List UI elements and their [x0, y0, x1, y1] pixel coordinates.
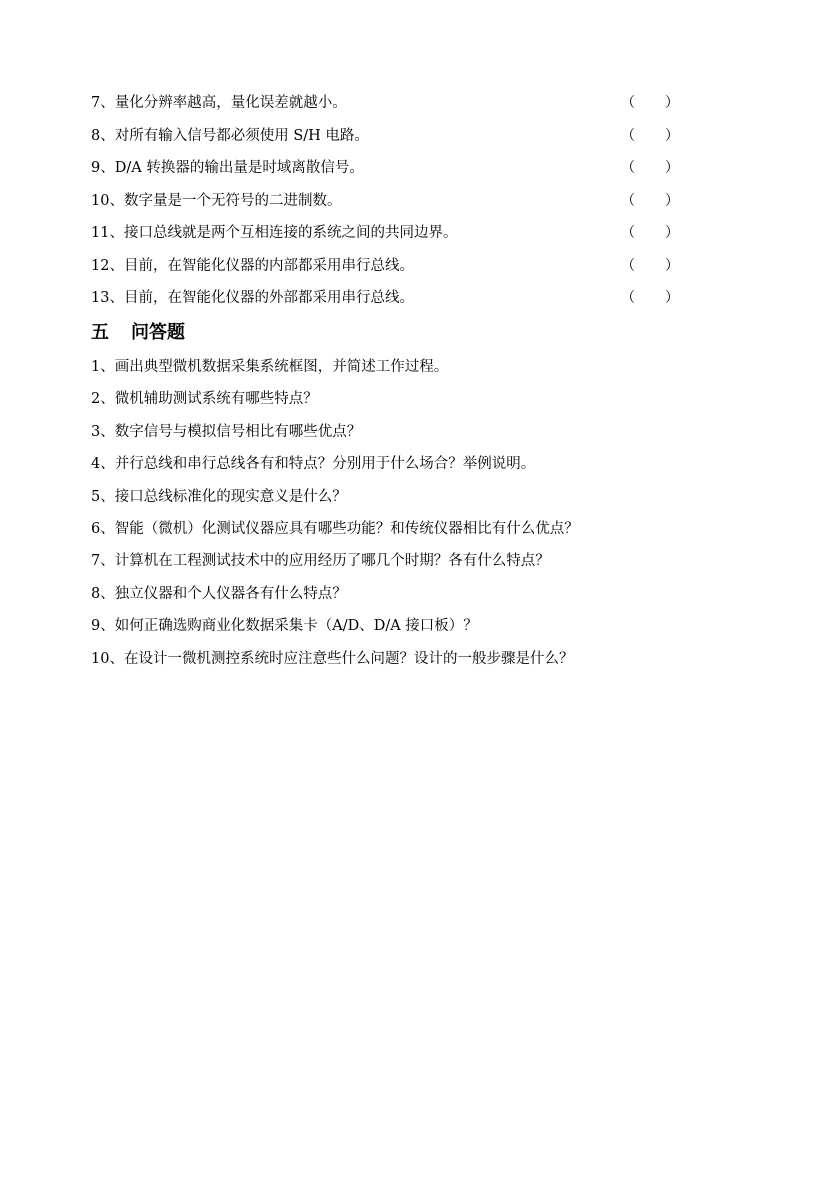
- true-false-item: [91, 88, 691, 121]
- question-text: 7、量化分辨率越高，量化误差就越小。: [91, 95, 347, 111]
- short-answer-question: 10、在设计一微机测控系统时应注意些什么问题？设计的一般步骤是什么？: [91, 650, 574, 667]
- true-false-item: [91, 251, 691, 284]
- short-answer-list: [91, 352, 731, 676]
- answer-paren-close: ）: [665, 160, 679, 176]
- short-answer-question: 7、计算机在工程测试技术中的应用经历了哪几个时期？各有什么特点？: [91, 553, 550, 570]
- true-false-item: [91, 153, 691, 186]
- true-false-item: [91, 218, 691, 251]
- answer-paren-open: （: [621, 290, 635, 306]
- answer-paren-open: （: [621, 192, 635, 209]
- answer-paren-close: ）: [665, 257, 679, 274]
- short-answer-question: 8、独立仪器和个人仪器各有什么特点？: [91, 585, 347, 602]
- answer-paren-open: （: [621, 160, 635, 176]
- true-false-list: [91, 88, 691, 316]
- answer-paren-open: （: [621, 257, 635, 274]
- short-answer-question: 4、并行总线和串行总线各有和特点？分别用于什么场合？举例说明。: [91, 456, 536, 473]
- answer-paren-close: ）: [665, 192, 679, 209]
- answer-paren-close: ）: [665, 225, 679, 241]
- true-false-item: [91, 121, 691, 154]
- short-answer-question: 5、接口总线标准化的现实意义是什么？: [91, 488, 347, 505]
- short-answer-question: 3、数字信号与模拟信号相比有哪些优点？: [91, 423, 362, 440]
- short-answer-question: 2、微机辅助测试系统有哪些特点？: [91, 391, 318, 408]
- short-answer-question: 9、如何正确选购商业化数据采集卡（A/D、D/A 接口板）？: [91, 618, 478, 635]
- section-title: 问答题: [131, 322, 185, 343]
- short-answer-question: 1、画出典型微机数据采集系统框图，并简述工作过程。: [91, 359, 449, 375]
- question-text: 8、对所有输入信号都必须使用 S/H 电路。: [91, 127, 369, 144]
- answer-paren-open: （: [621, 95, 635, 111]
- answer-paren-open: （: [621, 225, 635, 241]
- question-text: 9、D/A 转换器的输出量是时域离散信号。: [91, 160, 364, 176]
- section-number: 五: [91, 322, 109, 343]
- question-text: 12、目前，在智能化仪器的内部都采用串行总线。: [91, 257, 414, 274]
- true-false-item: [91, 186, 691, 219]
- answer-paren-close: ）: [665, 95, 679, 111]
- question-text: 10、数字量是一个无符号的二进制数。: [91, 192, 342, 209]
- question-text: 11、接口总线就是两个互相连接的系统之间的共同边界。: [91, 225, 458, 241]
- true-false-item: [91, 283, 691, 316]
- answer-paren-close: ）: [665, 290, 679, 306]
- section-heading: [91, 318, 185, 348]
- answer-paren-close: ）: [665, 127, 679, 144]
- question-text: 13、目前，在智能化仪器的外部都采用串行总线。: [91, 290, 414, 306]
- answer-paren-open: （: [621, 127, 635, 144]
- short-answer-question: 6、智能（微机）化测试仪器应具有哪些功能？和传统仪器相比有什么优点？: [91, 520, 579, 537]
